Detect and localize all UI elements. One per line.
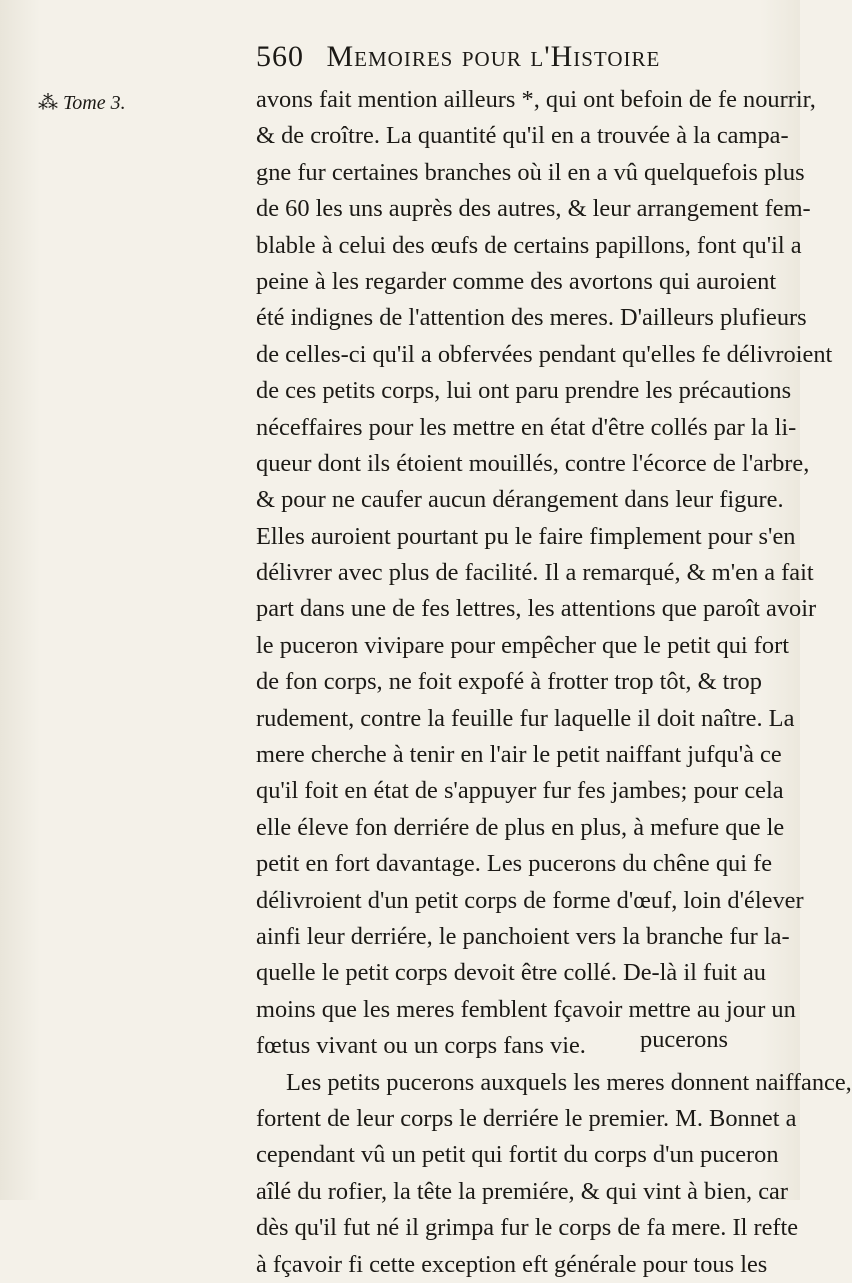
text-line: de ces petits corps, lui ont paru prendre les précautions bbox=[256, 377, 792, 405]
text-line: rudement, contre la feuille fur laquelle il doit naître. La bbox=[256, 704, 795, 732]
text-line: cependant vû un petit qui fortit du corps d'un puceron bbox=[256, 1141, 779, 1169]
body-text bbox=[256, 82, 852, 1283]
text-line: queur dont ils étoient mouillés, contre l'écorce de l'arbre, bbox=[256, 449, 810, 477]
text-line: de celles-ci qu'il a obfervées pendant qu'elles fe délivroient bbox=[256, 340, 833, 368]
text-line: elle éleve fon derriére de plus en plus, à mefure que le bbox=[256, 813, 785, 841]
text-line-paragraph-end: fœtus vivant ou un corps fans vie. bbox=[256, 1032, 586, 1060]
text-line: dès qu'il fut né il grimpa fur le corps de fa mere. Il refte bbox=[256, 1214, 799, 1242]
text-line: été indignes de l'attention des meres. D'ailleurs plufieurs bbox=[256, 304, 807, 332]
text-line: part dans une de fes lettres, les attentions que paroît avoir bbox=[256, 595, 817, 623]
text-line: ainfi leur derriére, le panchoient vers la branche fur la- bbox=[256, 922, 790, 950]
text-line: mere cherche à tenir en l'air le petit naiffant jufqu'à ce bbox=[256, 741, 782, 769]
text-line: avons fait mention ailleurs *, qui ont befoin de fe nourrir, bbox=[256, 86, 816, 113]
text-line: délivrer avec plus de facilité. Il a remarqué, & m'en a fait bbox=[256, 559, 814, 587]
text-line: à fçavoir fi cette exception eft générale pour tous les bbox=[256, 1250, 768, 1278]
text-line: petit en fort davantage. Les pucerons du chêne qui fe bbox=[256, 850, 773, 878]
text-line: de 60 les uns auprès des autres, & leur arrangement fem- bbox=[256, 195, 811, 223]
text-line: quelle le petit corps devoit être collé. De-là il fuit au bbox=[256, 959, 766, 987]
text-line: & de croître. La quantité qu'il en a trouvée à la campa- bbox=[256, 122, 789, 150]
margin-note: ⁂ Tome 3. bbox=[38, 92, 126, 114]
text-line: peine à les regarder comme des avortons qui auroient bbox=[256, 267, 777, 295]
text-line: néceffaires pour les mettre en état d'être collés par la li- bbox=[256, 413, 797, 441]
running-header bbox=[256, 40, 660, 74]
text-line: Elles auroient pourtant pu le faire fimplement pour s'en bbox=[256, 522, 796, 550]
running-title: Memoires pour l'Histoire bbox=[326, 40, 661, 73]
text-line: de fon corps, ne foit expofé à frotter trop tôt, & trop bbox=[256, 668, 762, 696]
page-number: 560 bbox=[256, 40, 304, 73]
text-line: le puceron vivipare pour empêcher que le petit qui fort bbox=[256, 631, 789, 659]
text-line: & pour ne caufer aucun dérangement dans leur figure. bbox=[256, 486, 784, 514]
text-line: moins que les meres femblent fçavoir mettre au jour un bbox=[256, 995, 796, 1023]
text-line: fortent de leur corps le derriére le premier. M. Bonnet a bbox=[256, 1104, 797, 1132]
text-line: gne fur certaines branches où il en a vû quelquefois plus bbox=[256, 158, 805, 186]
text-line: blable à celui des œufs de certains papillons, font qu'il a bbox=[256, 231, 802, 259]
text-line: qu'il foit en état de s'appuyer fur fes jambes; pour cela bbox=[256, 777, 784, 805]
catchword: pucerons bbox=[640, 1026, 729, 1053]
text-line: aîlé du rofier, la tête la premiére, & qui vint à bien, car bbox=[256, 1177, 788, 1205]
text-line-paragraph-start: Les petits pucerons auxquels les meres donnent naiffance, bbox=[286, 1068, 852, 1096]
text-line: délivroient d'un petit corps de forme d'œuf, loin d'élever bbox=[256, 886, 804, 914]
